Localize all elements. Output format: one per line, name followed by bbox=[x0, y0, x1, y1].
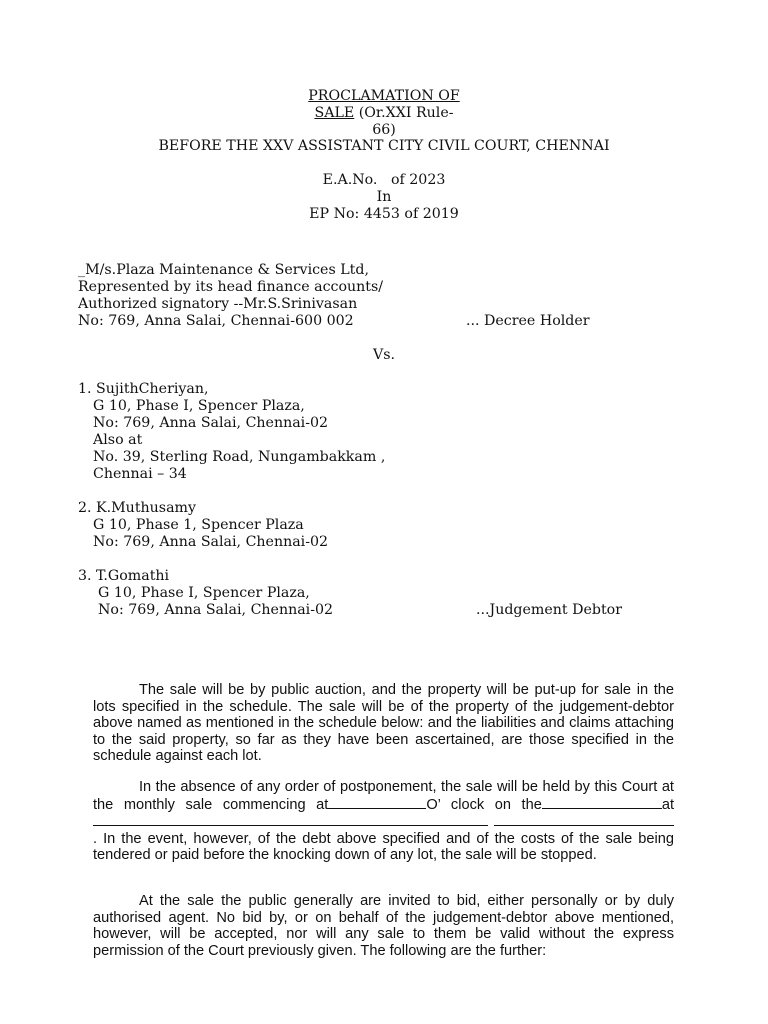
debtor-1-also-at: Also at bbox=[93, 432, 143, 448]
judgement-debtor-role: ...Judgement Debtor bbox=[476, 602, 622, 618]
title-sale-word: SALE bbox=[314, 105, 355, 121]
in-word: In bbox=[376, 189, 392, 205]
debtor-1-address-2: No: 769, Anna Salai, Chennai-02 bbox=[93, 415, 329, 431]
place-blank-1 bbox=[93, 813, 488, 826]
versus: Vs. bbox=[372, 347, 396, 363]
paragraph-2-text-b: O’ clock on the bbox=[426, 796, 542, 813]
decree-holder-representation: Represented by its head finance accounts/ bbox=[78, 279, 384, 295]
debtor-2-address-1: G 10, Phase 1, Spencer Plaza bbox=[93, 517, 304, 533]
decree-holder-role: ... Decree Holder bbox=[466, 313, 590, 329]
paragraph-3-text: At the sale the public generally are invited to bid, either personally or by duly authorised agent. No bid by, or on behalf of the judgement-debtor above mentioned, however, will be accepted, nor will any sale to them be valid without the express permission of the Court previously given. The following are the further: bbox=[93, 893, 674, 959]
paragraph-auction-terms bbox=[93, 682, 674, 765]
place-blank-2 bbox=[494, 813, 674, 826]
title-rule-part: (Or.XXI Rule- bbox=[354, 105, 454, 121]
debtor-3-address-1: G 10, Phase I, Spencer Plaza, bbox=[98, 585, 310, 601]
title-line-3: 66) bbox=[372, 122, 396, 138]
debtor-2-address-2: No: 769, Anna Salai, Chennai-02 bbox=[93, 534, 329, 550]
paragraph-sale-schedule bbox=[93, 779, 674, 864]
decree-holder-signatory: Authorized signatory --Mr.S.Srinivasan bbox=[78, 296, 358, 312]
debtor-3-name: 3. T.Gomathi bbox=[78, 568, 170, 584]
paragraph-1-text: The sale will be by public auction, and the property will be put-up for sale in the lots specified in the schedule. The sale will be of the property of the judgement-debtor above named as mentioned in the schedule below: and the liabilities and claims attaching to the said property, so far as they have been ascertained, are those specified in the schedule against each lot. bbox=[93, 682, 674, 764]
paragraph-2-text-c: at bbox=[661, 796, 674, 813]
decree-holder-name: _M/s.Plaza Maintenance & Services Ltd, bbox=[78, 262, 369, 278]
decree-holder-address: No: 769, Anna Salai, Chennai-600 002 bbox=[78, 313, 354, 329]
title-line-1: PROCLAMATION OF bbox=[308, 88, 460, 104]
date-blank bbox=[542, 796, 662, 809]
paragraph-2-text-d: . In the event, however, of the debt above specified and of the costs of the sale being tendered or paid before the knocking down of any lot, the sale will be stopped. bbox=[93, 830, 674, 863]
paragraph-2-text-a: In the absence of any order of postponement, the sale will be held by this Court at the monthly sale commencing at bbox=[93, 779, 674, 813]
ea-number: E.A.No. of 2023 bbox=[322, 172, 446, 188]
debtor-3-address-2: No: 769, Anna Salai, Chennai-02 bbox=[98, 602, 334, 618]
debtor-1-address-1: G 10, Phase I, Spencer Plaza, bbox=[93, 398, 305, 414]
debtor-1-address-4: Chennai – 34 bbox=[93, 466, 187, 482]
paragraph-bidding-terms bbox=[93, 893, 674, 959]
debtor-1-name: 1. SujithCheriyan, bbox=[78, 381, 209, 397]
title-line-2 bbox=[0, 105, 768, 122]
time-blank bbox=[328, 796, 426, 809]
debtor-1-address-3: No. 39, Sterling Road, Nungambakkam , bbox=[93, 449, 386, 465]
court-line: BEFORE THE XXV ASSISTANT CITY CIVIL COURT, CHENNAI bbox=[158, 138, 610, 154]
debtor-2-name: 2. K.Muthusamy bbox=[78, 500, 197, 516]
ep-number: EP No: 4453 of 2019 bbox=[309, 206, 459, 222]
